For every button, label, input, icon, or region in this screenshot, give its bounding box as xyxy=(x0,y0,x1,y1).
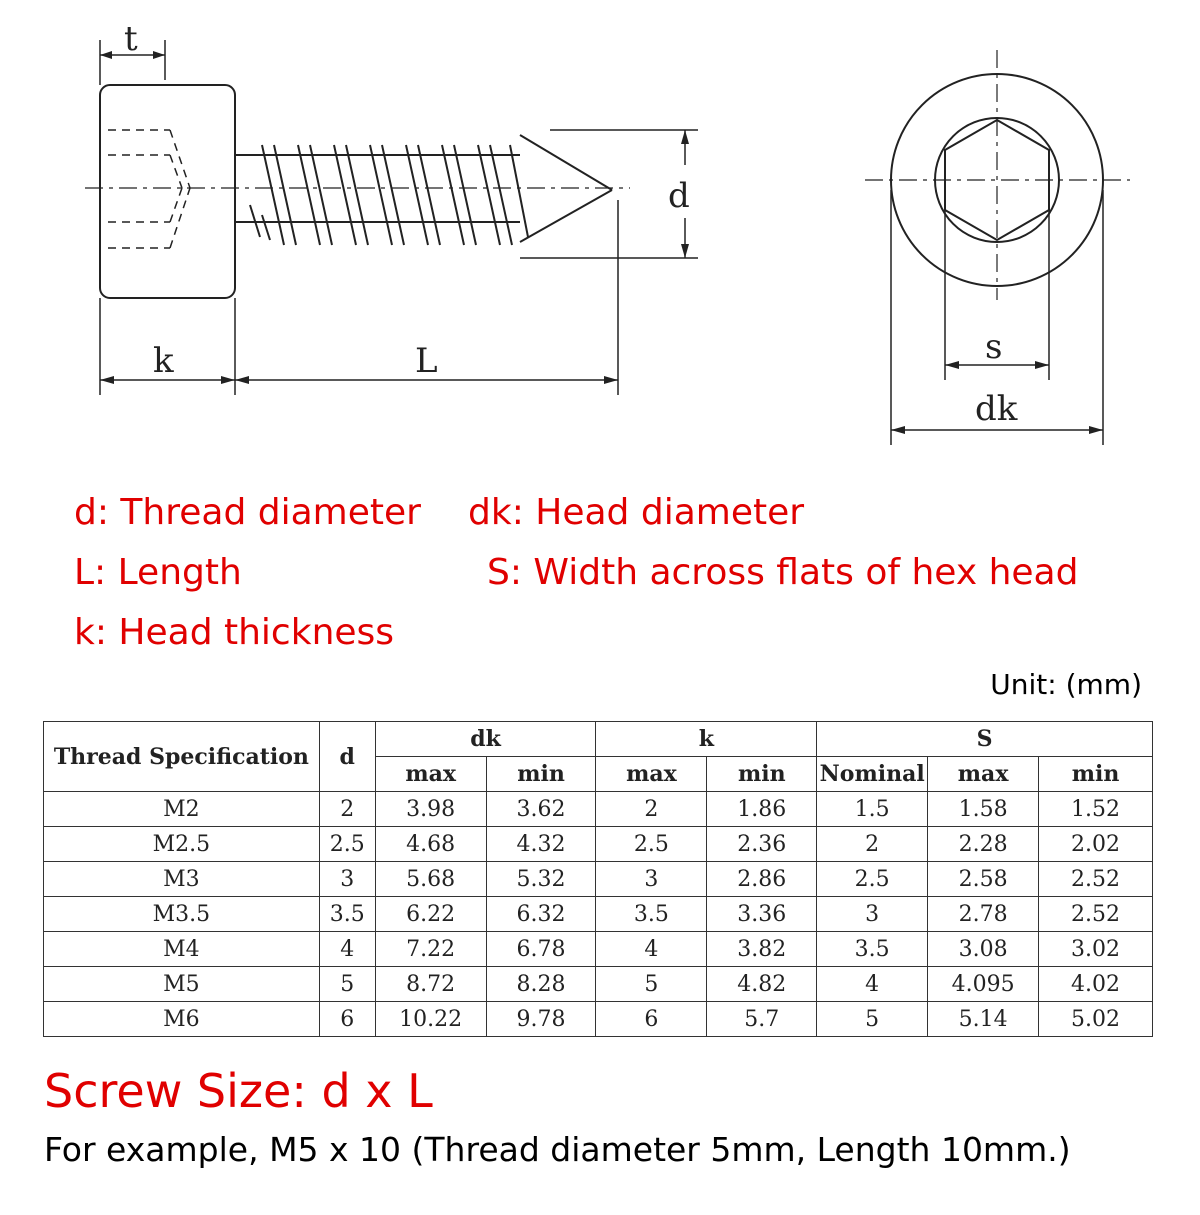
header-S-nominal: Nominal xyxy=(817,757,928,792)
table-cell: 2.28 xyxy=(928,827,1039,862)
table-cell: 5 xyxy=(596,967,707,1002)
spec-table xyxy=(43,721,1153,1037)
header-dk: dk xyxy=(375,722,596,757)
label-k: k xyxy=(153,341,174,381)
table-cell: 2.58 xyxy=(928,862,1039,897)
table-cell: 10.22 xyxy=(375,1002,486,1037)
table-cell: 2 xyxy=(596,792,707,827)
header-spec: Thread Specification xyxy=(44,722,320,792)
table-cell: M6 xyxy=(44,1002,320,1037)
label-L: L xyxy=(415,341,438,381)
table-cell: 5.02 xyxy=(1039,1002,1153,1037)
table-cell: M3.5 xyxy=(44,897,320,932)
example-text: For example, M5 x 10 (Thread diameter 5mm, Length 10mm.) xyxy=(44,1130,1071,1169)
table-cell: 4.68 xyxy=(375,827,486,862)
screw-size-title: Screw Size: d x L xyxy=(44,1064,433,1118)
table-cell: 3.02 xyxy=(1039,932,1153,967)
header-dk-max: max xyxy=(375,757,486,792)
table-row xyxy=(44,827,1153,862)
table-cell: 2 xyxy=(319,792,375,827)
table-cell: 4.095 xyxy=(928,967,1039,1002)
table-row xyxy=(44,897,1153,932)
table-cell: 4.02 xyxy=(1039,967,1153,1002)
table-cell: 2.78 xyxy=(928,897,1039,932)
table-cell: 4 xyxy=(319,932,375,967)
header-dk-min: min xyxy=(486,757,596,792)
table-cell: 3 xyxy=(817,897,928,932)
unit-label: Unit: (mm) xyxy=(990,668,1142,701)
table-cell: M5 xyxy=(44,967,320,1002)
table-cell: 8.28 xyxy=(486,967,596,1002)
table-cell: 2.5 xyxy=(596,827,707,862)
table-cell: 1.86 xyxy=(707,792,817,827)
hex-socket-hidden-lines xyxy=(108,130,190,248)
table-cell: 2.52 xyxy=(1039,862,1153,897)
table-cell: 1.52 xyxy=(1039,792,1153,827)
header-k-max: max xyxy=(596,757,707,792)
table-row xyxy=(44,862,1153,897)
screw-drawing xyxy=(0,0,1200,470)
header-k-min: min xyxy=(707,757,817,792)
table-cell: 5 xyxy=(817,1002,928,1037)
table-cell: 6.32 xyxy=(486,897,596,932)
table-cell: 3.5 xyxy=(817,932,928,967)
table-cell: 3.5 xyxy=(596,897,707,932)
table-cell: 1.5 xyxy=(817,792,928,827)
table-cell: 6 xyxy=(319,1002,375,1037)
table-cell: 3 xyxy=(596,862,707,897)
table-row xyxy=(44,967,1153,1002)
header-d: d xyxy=(319,722,375,792)
table-cell: M3 xyxy=(44,862,320,897)
table-cell: 4.32 xyxy=(486,827,596,862)
threaded-shank xyxy=(235,135,612,245)
table-cell: 5.14 xyxy=(928,1002,1039,1037)
table-cell: 6 xyxy=(596,1002,707,1037)
table-cell: 4 xyxy=(596,932,707,967)
table-cell: 5.32 xyxy=(486,862,596,897)
table-cell: 3.5 xyxy=(319,897,375,932)
header-S-min: min xyxy=(1039,757,1153,792)
table-cell: 5.68 xyxy=(375,862,486,897)
table-cell: 2.5 xyxy=(817,862,928,897)
table-cell: M4 xyxy=(44,932,320,967)
legend-k: k: Head thickness xyxy=(74,612,395,653)
legend-dk: dk: Head diameter xyxy=(468,492,805,533)
legend-S: S: Width across flats of hex head xyxy=(487,552,1079,593)
table-row xyxy=(44,932,1153,967)
header-S: S xyxy=(817,722,1153,757)
table-cell: 6.22 xyxy=(375,897,486,932)
table-row xyxy=(44,1002,1153,1037)
table-cell: 3 xyxy=(319,862,375,897)
header-S-max: max xyxy=(928,757,1039,792)
table-cell: 3.98 xyxy=(375,792,486,827)
table-cell: 8.72 xyxy=(375,967,486,1002)
legend-d: d: Thread diameter xyxy=(74,492,421,533)
label-d: d xyxy=(668,176,690,216)
label-dk: dk xyxy=(975,389,1018,429)
table-cell: 3.36 xyxy=(707,897,817,932)
table-cell: 3.08 xyxy=(928,932,1039,967)
table-cell: 3.82 xyxy=(707,932,817,967)
table-cell: 5.7 xyxy=(707,1002,817,1037)
table-cell: 2.86 xyxy=(707,862,817,897)
table-cell: 7.22 xyxy=(375,932,486,967)
table-cell: 6.78 xyxy=(486,932,596,967)
table-cell: 2 xyxy=(817,827,928,862)
table-cell: 2.36 xyxy=(707,827,817,862)
table-cell: M2.5 xyxy=(44,827,320,862)
screw-head-side xyxy=(100,85,235,298)
table-cell: 2.52 xyxy=(1039,897,1153,932)
label-s: s xyxy=(985,327,1003,367)
table-cell: 4.82 xyxy=(707,967,817,1002)
legend-L: L: Length xyxy=(74,552,242,593)
table-cell: M2 xyxy=(44,792,320,827)
table-cell: 3.62 xyxy=(486,792,596,827)
table-cell: 9.78 xyxy=(486,1002,596,1037)
table-cell: 5 xyxy=(319,967,375,1002)
table-cell: 1.58 xyxy=(928,792,1039,827)
table-cell: 2.5 xyxy=(319,827,375,862)
screw-head-end-view xyxy=(865,50,1130,300)
table-row xyxy=(44,792,1153,827)
table-cell: 4 xyxy=(817,967,928,1002)
label-t: t xyxy=(124,19,138,59)
table-cell: 2.02 xyxy=(1039,827,1153,862)
header-k: k xyxy=(596,722,817,757)
header-row-1 xyxy=(44,722,1153,757)
